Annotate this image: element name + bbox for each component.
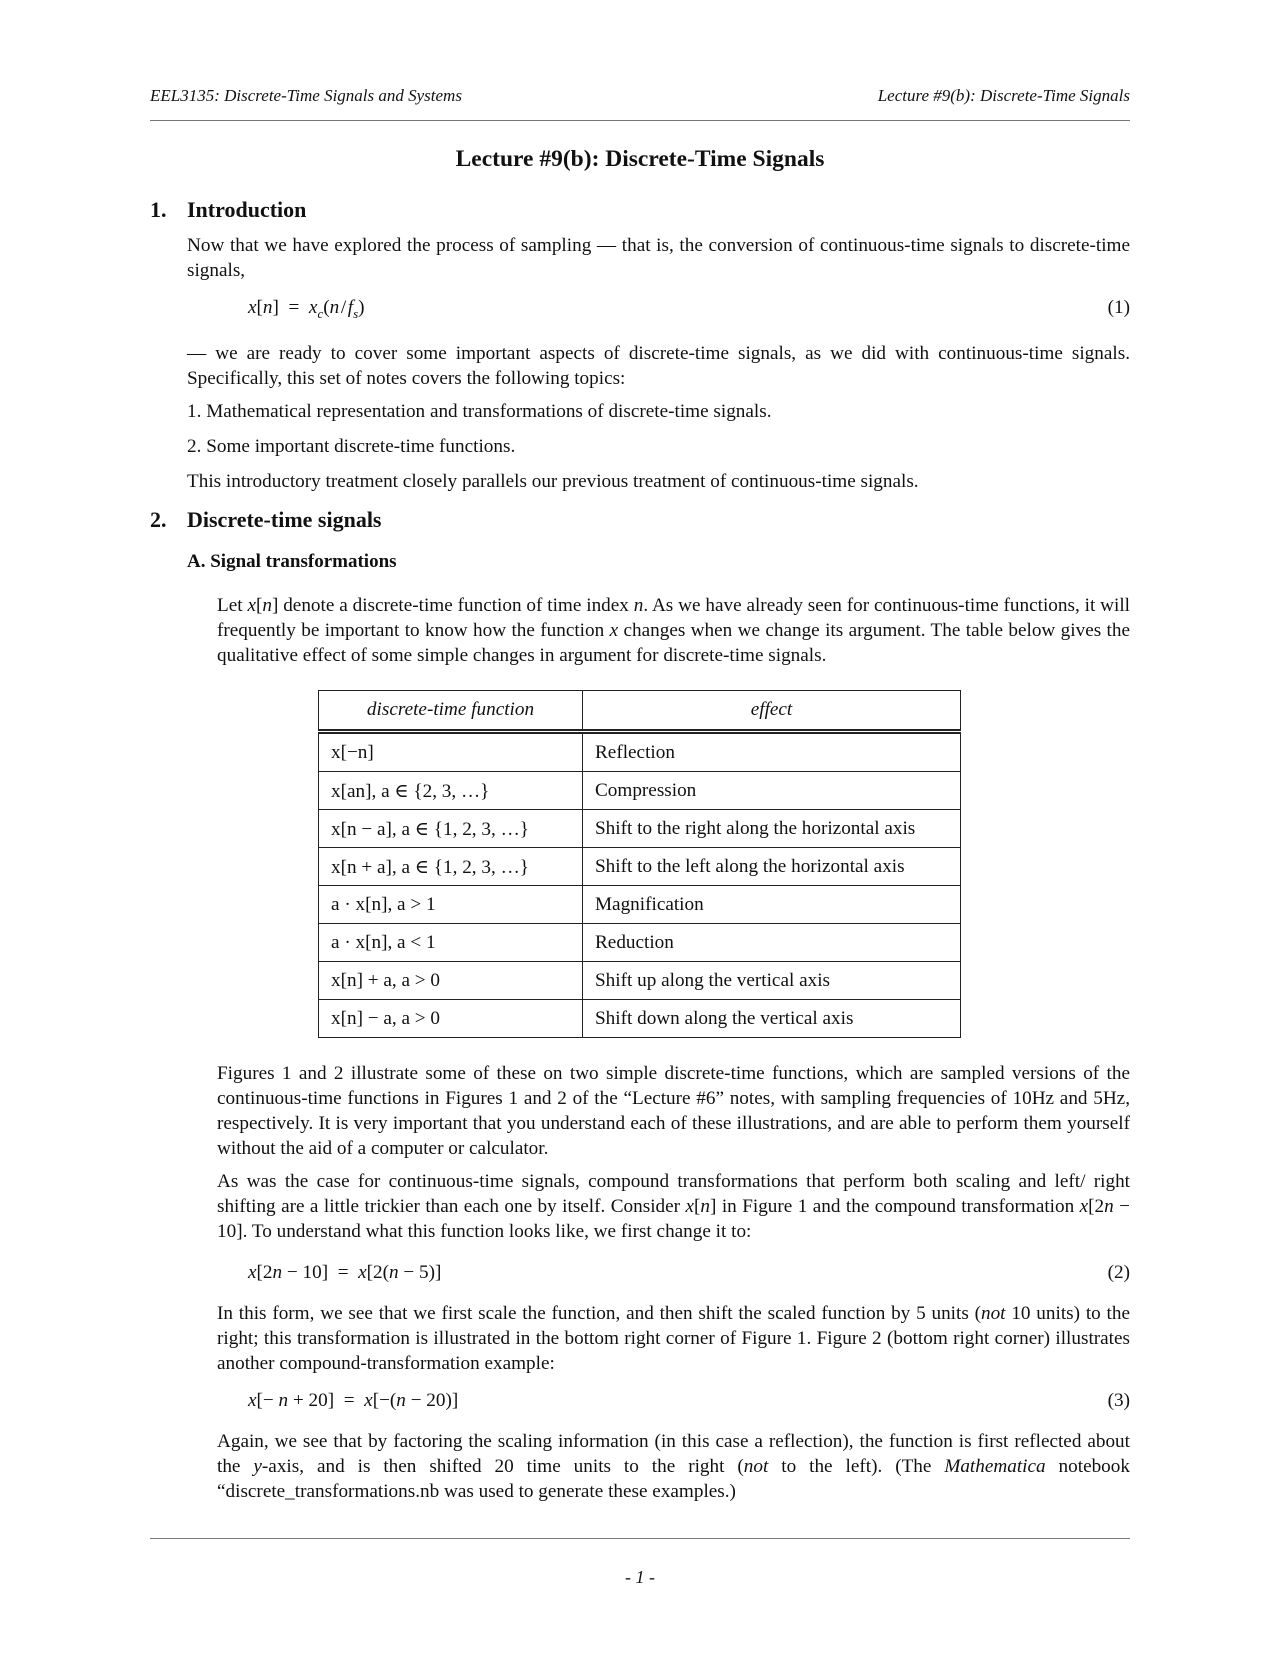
topic-list-item: 2. Some important discrete-time functions. xyxy=(187,436,516,457)
section-1-title: Introduction xyxy=(187,197,307,222)
table-cell-effect: Shift to the right along the horizontal axis xyxy=(583,810,961,848)
equation-1: $x[n] = x_c(n$ / $f_s$) xyxy=(248,297,365,321)
table-row xyxy=(319,886,961,924)
transformations-table xyxy=(318,690,961,1038)
table-row xyxy=(319,772,961,810)
table-row xyxy=(319,848,961,886)
table-cell-effect: Shift up along the vertical axis xyxy=(583,962,961,1000)
table-cell-function: a · x[n], a < 1 xyxy=(319,924,583,962)
page-number: - 1 - xyxy=(625,1567,655,1587)
header-rule xyxy=(150,120,1130,121)
table-cell-effect: Reflection xyxy=(583,732,961,772)
header-lecture: Lecture #9(b): Discrete-Time Signals xyxy=(877,86,1130,105)
table-cell-effect: Shift to the left along the horizontal axis xyxy=(583,848,961,886)
table-row xyxy=(319,810,961,848)
table-row xyxy=(319,924,961,962)
topic-list-item: 1. Mathematical representation and transformations of discrete-time signals. xyxy=(187,401,772,422)
equation-2-number: (2) xyxy=(1107,1262,1130,1283)
intro-paragraph-1: Now that we have explored the process of sampling — that is, the conversion of continuous-time signals to discrete-time signals, xyxy=(187,235,1130,281)
equation-3-number: (3) xyxy=(1107,1390,1130,1411)
table-row xyxy=(319,962,961,1000)
table-header-effect: effect xyxy=(583,691,961,732)
table-cell-function: x[n − a], a ∈ {1, 2, 3, …} xyxy=(319,810,583,848)
table-cell-function: a · x[n], a > 1 xyxy=(319,886,583,924)
table-header-row xyxy=(319,691,961,732)
intro-paragraph-2: — we are ready to cover some important aspects of discrete-time signals, as we did with continuous-time signals. Specifically, this set of notes covers the following topics: xyxy=(187,343,1130,389)
table-cell-function: x[n] − a, a > 0 xyxy=(319,1000,583,1038)
header-course: EEL3135: Discrete-Time Signals and Systems xyxy=(150,86,462,105)
footer-rule xyxy=(150,1538,1130,1539)
page-title: Lecture #9(b): Discrete-Time Signals xyxy=(455,146,825,172)
compound-transform-paragraph: As was the case for continuous-time signals, compound transformations that perform both scaling and left/ right shifting are a little trickier than each one by itself. Consider x[n] in Figure 1 and the compound transformation x[2n − 10]. To understand what this function looks like, we first change it to: xyxy=(217,1171,1130,1242)
section-1-number: 1. xyxy=(150,197,167,222)
table-cell-effect: Magnification xyxy=(583,886,961,924)
table-header-function: discrete-time function xyxy=(319,691,583,732)
table-cell-effect: Compression xyxy=(583,772,961,810)
reflection-paragraph: Again, we see that by factoring the scaling information (in this case a reflection), the function is first reflected about the y-axis, and is then shifted 20 time units to the right (not to the left). (The Mathematica notebook “discrete_transformations.nb was used to generate these examples.) xyxy=(217,1431,1130,1502)
transformations-paragraph-1: Let x[n] denote a discrete-time function of time index n. As we have already seen for continuous-time functions, it will frequently be important to know how the function x changes when we change its argument. The table below gives the qualitative effect of some simple changes in argument for discrete-time signals. xyxy=(217,595,1130,666)
table-cell-function: x[an], a ∈ {2, 3, …} xyxy=(319,772,583,810)
subsection-heading: A. Signal transformations xyxy=(187,551,397,572)
section-2-title: Discrete-time signals xyxy=(187,507,382,532)
table-row xyxy=(319,732,961,772)
table-cell-function: x[n] + a, a > 0 xyxy=(319,962,583,1000)
equation-3: x[− n + 20] = x[−(n − 20)] xyxy=(248,1390,459,1411)
table-row xyxy=(319,1000,961,1038)
equation-2: x[2n − 10] = x[2(n − 5)] xyxy=(248,1262,442,1283)
equation-1-number: (1) xyxy=(1107,297,1130,318)
scale-shift-paragraph: In this form, we see that we first scale the function, and then shift the scaled function by 5 units (not 10 units) to the right; this transformation is illustrated in the bottom right corner of Figure 1. Figure 2 (bottom right corner) illustrates another compound-transformation example: xyxy=(217,1303,1130,1374)
section-2-number: 2. xyxy=(150,507,167,532)
table-cell-function: x[−n] xyxy=(319,732,583,772)
table-cell-effect: Reduction xyxy=(583,924,961,962)
table-cell-function: x[n + a], a ∈ {1, 2, 3, …} xyxy=(319,848,583,886)
intro-paragraph-3: This introductory treatment closely parallels our previous treatment of continuous-time signals. xyxy=(187,471,919,492)
table-cell-effect: Shift down along the vertical axis xyxy=(583,1000,961,1038)
figures-paragraph: Figures 1 and 2 illustrate some of these on two simple discrete-time functions, which are sampled versions of the continuous-time functions in Figures 1 and 2 of the “Lecture #6” notes, with sampling frequencies of 10Hz and 5Hz, respectively. It is very important that you understand each of these illustrations, and are able to perform them yourself without the aid of a computer or calculator. xyxy=(217,1063,1130,1159)
